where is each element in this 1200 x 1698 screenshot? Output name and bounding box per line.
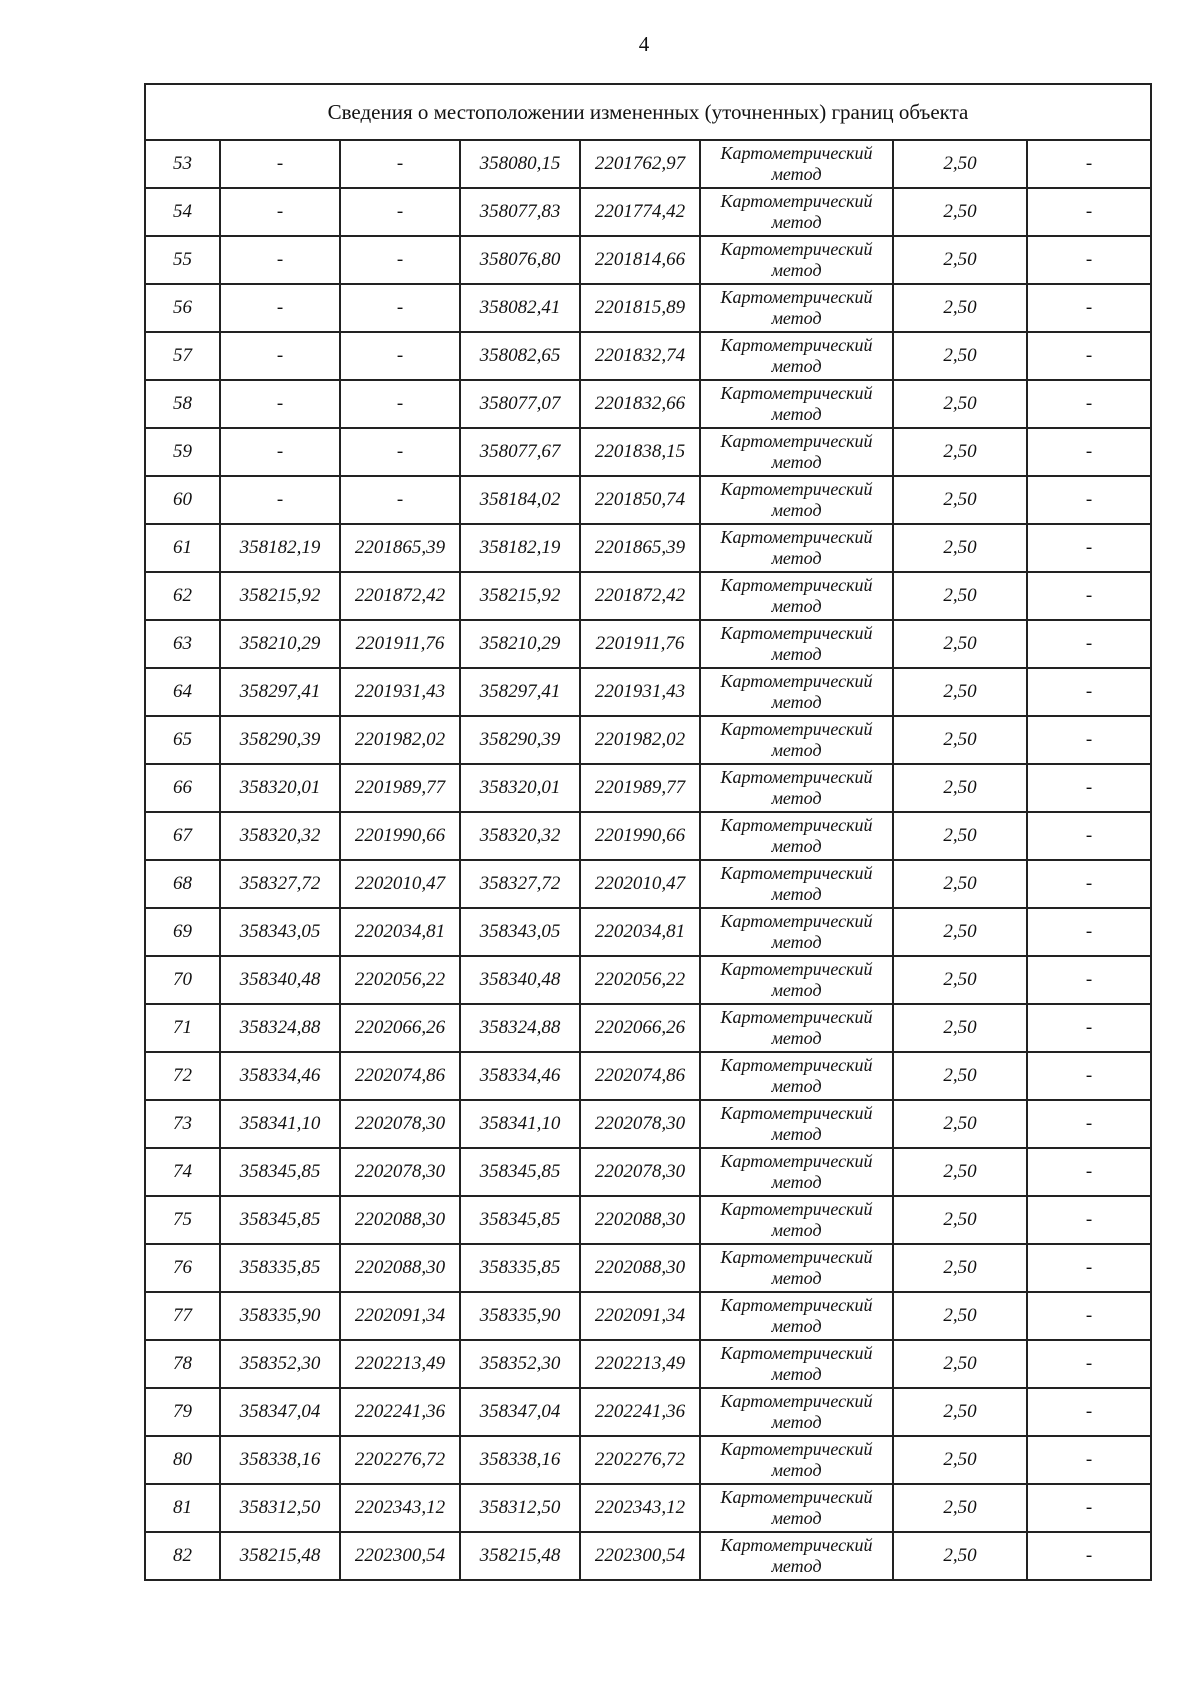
- x-refined-cell: 358335,90: [460, 1292, 580, 1340]
- x-existing-cell: -: [220, 428, 340, 476]
- note-cell: -: [1027, 1052, 1151, 1100]
- accuracy-cell: 2,50: [893, 1100, 1027, 1148]
- y-existing-cell: -: [340, 236, 460, 284]
- note-cell: -: [1027, 1148, 1151, 1196]
- method-cell: Картометрический метод: [700, 188, 893, 236]
- x-existing-cell: -: [220, 332, 340, 380]
- accuracy-cell: 2,50: [893, 236, 1027, 284]
- y-existing-cell: 2202078,30: [340, 1100, 460, 1148]
- accuracy-cell: 2,50: [893, 908, 1027, 956]
- y-refined-cell: 2202088,30: [580, 1196, 700, 1244]
- method-cell: Картометрический метод: [700, 716, 893, 764]
- table-row: [145, 860, 1151, 908]
- note-cell: -: [1027, 1196, 1151, 1244]
- point-number-cell: 66: [145, 764, 220, 812]
- accuracy-cell: 2,50: [893, 380, 1027, 428]
- y-existing-cell: 2201990,66: [340, 812, 460, 860]
- point-number-cell: 55: [145, 236, 220, 284]
- y-refined-cell: 2202066,26: [580, 1004, 700, 1052]
- x-refined-cell: 358327,72: [460, 860, 580, 908]
- method-cell: Картометрический метод: [700, 1388, 893, 1436]
- table-row: [145, 428, 1151, 476]
- note-cell: -: [1027, 668, 1151, 716]
- x-existing-cell: 358343,05: [220, 908, 340, 956]
- y-refined-cell: 2202088,30: [580, 1244, 700, 1292]
- x-existing-cell: -: [220, 284, 340, 332]
- point-number-cell: 72: [145, 1052, 220, 1100]
- table-row: [145, 1148, 1151, 1196]
- table-title: Сведения о местоположении измененных (уточненных) границ объекта: [145, 84, 1151, 140]
- x-existing-cell: 358290,39: [220, 716, 340, 764]
- note-cell: -: [1027, 956, 1151, 1004]
- y-refined-cell: 2201872,42: [580, 572, 700, 620]
- x-refined-cell: 358215,92: [460, 572, 580, 620]
- y-existing-cell: 2201989,77: [340, 764, 460, 812]
- accuracy-cell: 2,50: [893, 572, 1027, 620]
- x-refined-cell: 358324,88: [460, 1004, 580, 1052]
- x-existing-cell: 358335,90: [220, 1292, 340, 1340]
- point-number-cell: 75: [145, 1196, 220, 1244]
- table-row: [145, 1388, 1151, 1436]
- point-number-cell: 68: [145, 860, 220, 908]
- method-cell: Картометрический метод: [700, 524, 893, 572]
- method-cell: Картометрический метод: [700, 1004, 893, 1052]
- point-number-cell: 59: [145, 428, 220, 476]
- point-number-cell: 62: [145, 572, 220, 620]
- x-existing-cell: 358345,85: [220, 1148, 340, 1196]
- x-existing-cell: 358341,10: [220, 1100, 340, 1148]
- table-row: [145, 620, 1151, 668]
- table-row: [145, 1244, 1151, 1292]
- y-refined-cell: 2201990,66: [580, 812, 700, 860]
- x-refined-cell: 358182,19: [460, 524, 580, 572]
- y-refined-cell: 2202010,47: [580, 860, 700, 908]
- y-existing-cell: -: [340, 284, 460, 332]
- y-existing-cell: 2202034,81: [340, 908, 460, 956]
- table-row: [145, 332, 1151, 380]
- y-refined-cell: 2201774,42: [580, 188, 700, 236]
- y-existing-cell: 2202074,86: [340, 1052, 460, 1100]
- y-existing-cell: 2202276,72: [340, 1436, 460, 1484]
- accuracy-cell: 2,50: [893, 1004, 1027, 1052]
- accuracy-cell: 2,50: [893, 1244, 1027, 1292]
- method-cell: Картометрический метод: [700, 1100, 893, 1148]
- y-refined-cell: 2201989,77: [580, 764, 700, 812]
- table-row: [145, 524, 1151, 572]
- table-row: [145, 908, 1151, 956]
- table-row: [145, 1436, 1151, 1484]
- x-refined-cell: 358320,01: [460, 764, 580, 812]
- table-row: [145, 380, 1151, 428]
- y-refined-cell: 2202343,12: [580, 1484, 700, 1532]
- x-existing-cell: 358312,50: [220, 1484, 340, 1532]
- y-refined-cell: 2202300,54: [580, 1532, 700, 1580]
- y-existing-cell: 2202091,34: [340, 1292, 460, 1340]
- y-existing-cell: 2201865,39: [340, 524, 460, 572]
- table-row: [145, 1100, 1151, 1148]
- y-existing-cell: -: [340, 188, 460, 236]
- x-existing-cell: 358320,01: [220, 764, 340, 812]
- x-existing-cell: -: [220, 236, 340, 284]
- x-existing-cell: 358324,88: [220, 1004, 340, 1052]
- accuracy-cell: 2,50: [893, 764, 1027, 812]
- x-refined-cell: 358320,32: [460, 812, 580, 860]
- y-existing-cell: 2202241,36: [340, 1388, 460, 1436]
- x-existing-cell: 358352,30: [220, 1340, 340, 1388]
- y-existing-cell: 2202088,30: [340, 1196, 460, 1244]
- table-row: [145, 188, 1151, 236]
- point-number-cell: 79: [145, 1388, 220, 1436]
- table-title-row: [145, 84, 1151, 140]
- accuracy-cell: 2,50: [893, 1436, 1027, 1484]
- x-refined-cell: 358290,39: [460, 716, 580, 764]
- accuracy-cell: 2,50: [893, 860, 1027, 908]
- x-existing-cell: 358347,04: [220, 1388, 340, 1436]
- point-number-cell: 74: [145, 1148, 220, 1196]
- note-cell: -: [1027, 428, 1151, 476]
- y-existing-cell: 2202213,49: [340, 1340, 460, 1388]
- table-row: [145, 956, 1151, 1004]
- table-row: [145, 1292, 1151, 1340]
- x-refined-cell: 358297,41: [460, 668, 580, 716]
- y-existing-cell: 2202300,54: [340, 1532, 460, 1580]
- y-existing-cell: 2202010,47: [340, 860, 460, 908]
- x-refined-cell: 358340,48: [460, 956, 580, 1004]
- note-cell: -: [1027, 1388, 1151, 1436]
- note-cell: -: [1027, 380, 1151, 428]
- method-cell: Картометрический метод: [700, 284, 893, 332]
- method-cell: Картометрический метод: [700, 1532, 893, 1580]
- method-cell: Картометрический метод: [700, 236, 893, 284]
- method-cell: Картометрический метод: [700, 428, 893, 476]
- y-refined-cell: 2201832,66: [580, 380, 700, 428]
- method-cell: Картометрический метод: [700, 668, 893, 716]
- accuracy-cell: 2,50: [893, 620, 1027, 668]
- accuracy-cell: 2,50: [893, 1148, 1027, 1196]
- note-cell: -: [1027, 140, 1151, 188]
- page-number: 4: [638, 32, 650, 56]
- method-cell: Картометрический метод: [700, 1484, 893, 1532]
- point-number-cell: 56: [145, 284, 220, 332]
- method-cell: Картометрический метод: [700, 572, 893, 620]
- x-existing-cell: -: [220, 140, 340, 188]
- y-refined-cell: 2201911,76: [580, 620, 700, 668]
- note-cell: -: [1027, 236, 1151, 284]
- note-cell: -: [1027, 1244, 1151, 1292]
- y-existing-cell: 2202088,30: [340, 1244, 460, 1292]
- point-number-cell: 65: [145, 716, 220, 764]
- x-existing-cell: 358335,85: [220, 1244, 340, 1292]
- table-row: [145, 1340, 1151, 1388]
- y-refined-cell: 2202213,49: [580, 1340, 700, 1388]
- y-existing-cell: 2202056,22: [340, 956, 460, 1004]
- y-existing-cell: 2201911,76: [340, 620, 460, 668]
- y-existing-cell: 2202066,26: [340, 1004, 460, 1052]
- x-existing-cell: 358327,72: [220, 860, 340, 908]
- accuracy-cell: 2,50: [893, 188, 1027, 236]
- table-row: [145, 764, 1151, 812]
- x-refined-cell: 358077,67: [460, 428, 580, 476]
- note-cell: -: [1027, 188, 1151, 236]
- y-refined-cell: 2202034,81: [580, 908, 700, 956]
- y-refined-cell: 2201832,74: [580, 332, 700, 380]
- table-row: [145, 284, 1151, 332]
- note-cell: -: [1027, 1532, 1151, 1580]
- point-number-cell: 80: [145, 1436, 220, 1484]
- table-row: [145, 140, 1151, 188]
- table-row: [145, 236, 1151, 284]
- method-cell: Картометрический метод: [700, 1196, 893, 1244]
- method-cell: Картометрический метод: [700, 476, 893, 524]
- accuracy-cell: 2,50: [893, 716, 1027, 764]
- x-existing-cell: 358215,48: [220, 1532, 340, 1580]
- method-cell: Картометрический метод: [700, 764, 893, 812]
- table-row: [145, 812, 1151, 860]
- y-refined-cell: 2201814,66: [580, 236, 700, 284]
- note-cell: -: [1027, 764, 1151, 812]
- y-existing-cell: -: [340, 140, 460, 188]
- note-cell: -: [1027, 1100, 1151, 1148]
- point-number-cell: 82: [145, 1532, 220, 1580]
- table-row: [145, 716, 1151, 764]
- x-refined-cell: 358345,85: [460, 1196, 580, 1244]
- table-row: [145, 476, 1151, 524]
- x-refined-cell: 358335,85: [460, 1244, 580, 1292]
- y-refined-cell: 2201762,97: [580, 140, 700, 188]
- point-number-cell: 70: [145, 956, 220, 1004]
- accuracy-cell: 2,50: [893, 956, 1027, 1004]
- note-cell: -: [1027, 908, 1151, 956]
- x-refined-cell: 358082,65: [460, 332, 580, 380]
- table-row: [145, 572, 1151, 620]
- method-cell: Картометрический метод: [700, 380, 893, 428]
- note-cell: -: [1027, 812, 1151, 860]
- method-cell: Картометрический метод: [700, 620, 893, 668]
- point-number-cell: 78: [145, 1340, 220, 1388]
- accuracy-cell: 2,50: [893, 140, 1027, 188]
- y-refined-cell: 2201865,39: [580, 524, 700, 572]
- x-existing-cell: 358215,92: [220, 572, 340, 620]
- y-existing-cell: 2202078,30: [340, 1148, 460, 1196]
- accuracy-cell: 2,50: [893, 1052, 1027, 1100]
- accuracy-cell: 2,50: [893, 524, 1027, 572]
- point-number-cell: 53: [145, 140, 220, 188]
- note-cell: -: [1027, 620, 1151, 668]
- y-refined-cell: 2202078,30: [580, 1100, 700, 1148]
- y-existing-cell: 2201982,02: [340, 716, 460, 764]
- x-refined-cell: 358338,16: [460, 1436, 580, 1484]
- table-row: [145, 1052, 1151, 1100]
- x-refined-cell: 358341,10: [460, 1100, 580, 1148]
- x-existing-cell: 358320,32: [220, 812, 340, 860]
- y-refined-cell: 2201815,89: [580, 284, 700, 332]
- y-refined-cell: 2201850,74: [580, 476, 700, 524]
- y-refined-cell: 2202241,36: [580, 1388, 700, 1436]
- y-refined-cell: 2202091,34: [580, 1292, 700, 1340]
- method-cell: Картометрический метод: [700, 1148, 893, 1196]
- x-refined-cell: 358077,07: [460, 380, 580, 428]
- table-row: [145, 1532, 1151, 1580]
- y-refined-cell: 2202074,86: [580, 1052, 700, 1100]
- y-refined-cell: 2201838,15: [580, 428, 700, 476]
- y-refined-cell: 2202078,30: [580, 1148, 700, 1196]
- x-existing-cell: 358334,46: [220, 1052, 340, 1100]
- boundary-coordinates-table: [144, 83, 1152, 1581]
- x-existing-cell: 358345,85: [220, 1196, 340, 1244]
- accuracy-cell: 2,50: [893, 284, 1027, 332]
- x-refined-cell: 358082,41: [460, 284, 580, 332]
- x-refined-cell: 358080,15: [460, 140, 580, 188]
- x-existing-cell: 358210,29: [220, 620, 340, 668]
- y-existing-cell: -: [340, 332, 460, 380]
- y-existing-cell: -: [340, 380, 460, 428]
- table-row: [145, 1196, 1151, 1244]
- note-cell: -: [1027, 284, 1151, 332]
- x-existing-cell: -: [220, 188, 340, 236]
- point-number-cell: 69: [145, 908, 220, 956]
- method-cell: Картометрический метод: [700, 956, 893, 1004]
- accuracy-cell: 2,50: [893, 1532, 1027, 1580]
- x-existing-cell: 358338,16: [220, 1436, 340, 1484]
- point-number-cell: 61: [145, 524, 220, 572]
- method-cell: Картометрический метод: [700, 860, 893, 908]
- x-existing-cell: -: [220, 476, 340, 524]
- method-cell: Картометрический метод: [700, 908, 893, 956]
- point-number-cell: 71: [145, 1004, 220, 1052]
- table-row: [145, 668, 1151, 716]
- method-cell: Картометрический метод: [700, 140, 893, 188]
- y-existing-cell: 2201872,42: [340, 572, 460, 620]
- note-cell: -: [1027, 1484, 1151, 1532]
- method-cell: Картометрический метод: [700, 1436, 893, 1484]
- table-row: [145, 1004, 1151, 1052]
- point-number-cell: 81: [145, 1484, 220, 1532]
- note-cell: -: [1027, 1436, 1151, 1484]
- method-cell: Картометрический метод: [700, 812, 893, 860]
- point-number-cell: 60: [145, 476, 220, 524]
- point-number-cell: 76: [145, 1244, 220, 1292]
- y-existing-cell: 2202343,12: [340, 1484, 460, 1532]
- note-cell: -: [1027, 332, 1151, 380]
- x-refined-cell: 358076,80: [460, 236, 580, 284]
- note-cell: -: [1027, 476, 1151, 524]
- x-refined-cell: 358312,50: [460, 1484, 580, 1532]
- x-refined-cell: 358334,46: [460, 1052, 580, 1100]
- accuracy-cell: 2,50: [893, 332, 1027, 380]
- x-refined-cell: 358343,05: [460, 908, 580, 956]
- method-cell: Картометрический метод: [700, 332, 893, 380]
- accuracy-cell: 2,50: [893, 1340, 1027, 1388]
- y-refined-cell: 2201931,43: [580, 668, 700, 716]
- x-refined-cell: 358352,30: [460, 1340, 580, 1388]
- accuracy-cell: 2,50: [893, 1196, 1027, 1244]
- accuracy-cell: 2,50: [893, 812, 1027, 860]
- x-refined-cell: 358184,02: [460, 476, 580, 524]
- method-cell: Картометрический метод: [700, 1052, 893, 1100]
- x-refined-cell: 358215,48: [460, 1532, 580, 1580]
- y-existing-cell: 2201931,43: [340, 668, 460, 716]
- note-cell: -: [1027, 716, 1151, 764]
- accuracy-cell: 2,50: [893, 1292, 1027, 1340]
- note-cell: -: [1027, 1004, 1151, 1052]
- note-cell: -: [1027, 1340, 1151, 1388]
- accuracy-cell: 2,50: [893, 428, 1027, 476]
- x-existing-cell: 358182,19: [220, 524, 340, 572]
- x-existing-cell: -: [220, 380, 340, 428]
- table-row: [145, 1484, 1151, 1532]
- y-refined-cell: 2202056,22: [580, 956, 700, 1004]
- point-number-cell: 57: [145, 332, 220, 380]
- accuracy-cell: 2,50: [893, 668, 1027, 716]
- y-existing-cell: -: [340, 476, 460, 524]
- x-refined-cell: 358347,04: [460, 1388, 580, 1436]
- point-number-cell: 54: [145, 188, 220, 236]
- accuracy-cell: 2,50: [893, 476, 1027, 524]
- method-cell: Картометрический метод: [700, 1340, 893, 1388]
- point-number-cell: 64: [145, 668, 220, 716]
- point-number-cell: 63: [145, 620, 220, 668]
- note-cell: -: [1027, 524, 1151, 572]
- x-refined-cell: 358210,29: [460, 620, 580, 668]
- point-number-cell: 67: [145, 812, 220, 860]
- x-existing-cell: 358340,48: [220, 956, 340, 1004]
- note-cell: -: [1027, 1292, 1151, 1340]
- accuracy-cell: 2,50: [893, 1388, 1027, 1436]
- y-refined-cell: 2202276,72: [580, 1436, 700, 1484]
- accuracy-cell: 2,50: [893, 1484, 1027, 1532]
- x-existing-cell: 358297,41: [220, 668, 340, 716]
- note-cell: -: [1027, 572, 1151, 620]
- point-number-cell: 58: [145, 380, 220, 428]
- point-number-cell: 73: [145, 1100, 220, 1148]
- note-cell: -: [1027, 860, 1151, 908]
- y-existing-cell: -: [340, 428, 460, 476]
- method-cell: Картометрический метод: [700, 1292, 893, 1340]
- point-number-cell: 77: [145, 1292, 220, 1340]
- x-refined-cell: 358077,83: [460, 188, 580, 236]
- method-cell: Картометрический метод: [700, 1244, 893, 1292]
- x-refined-cell: 358345,85: [460, 1148, 580, 1196]
- y-refined-cell: 2201982,02: [580, 716, 700, 764]
